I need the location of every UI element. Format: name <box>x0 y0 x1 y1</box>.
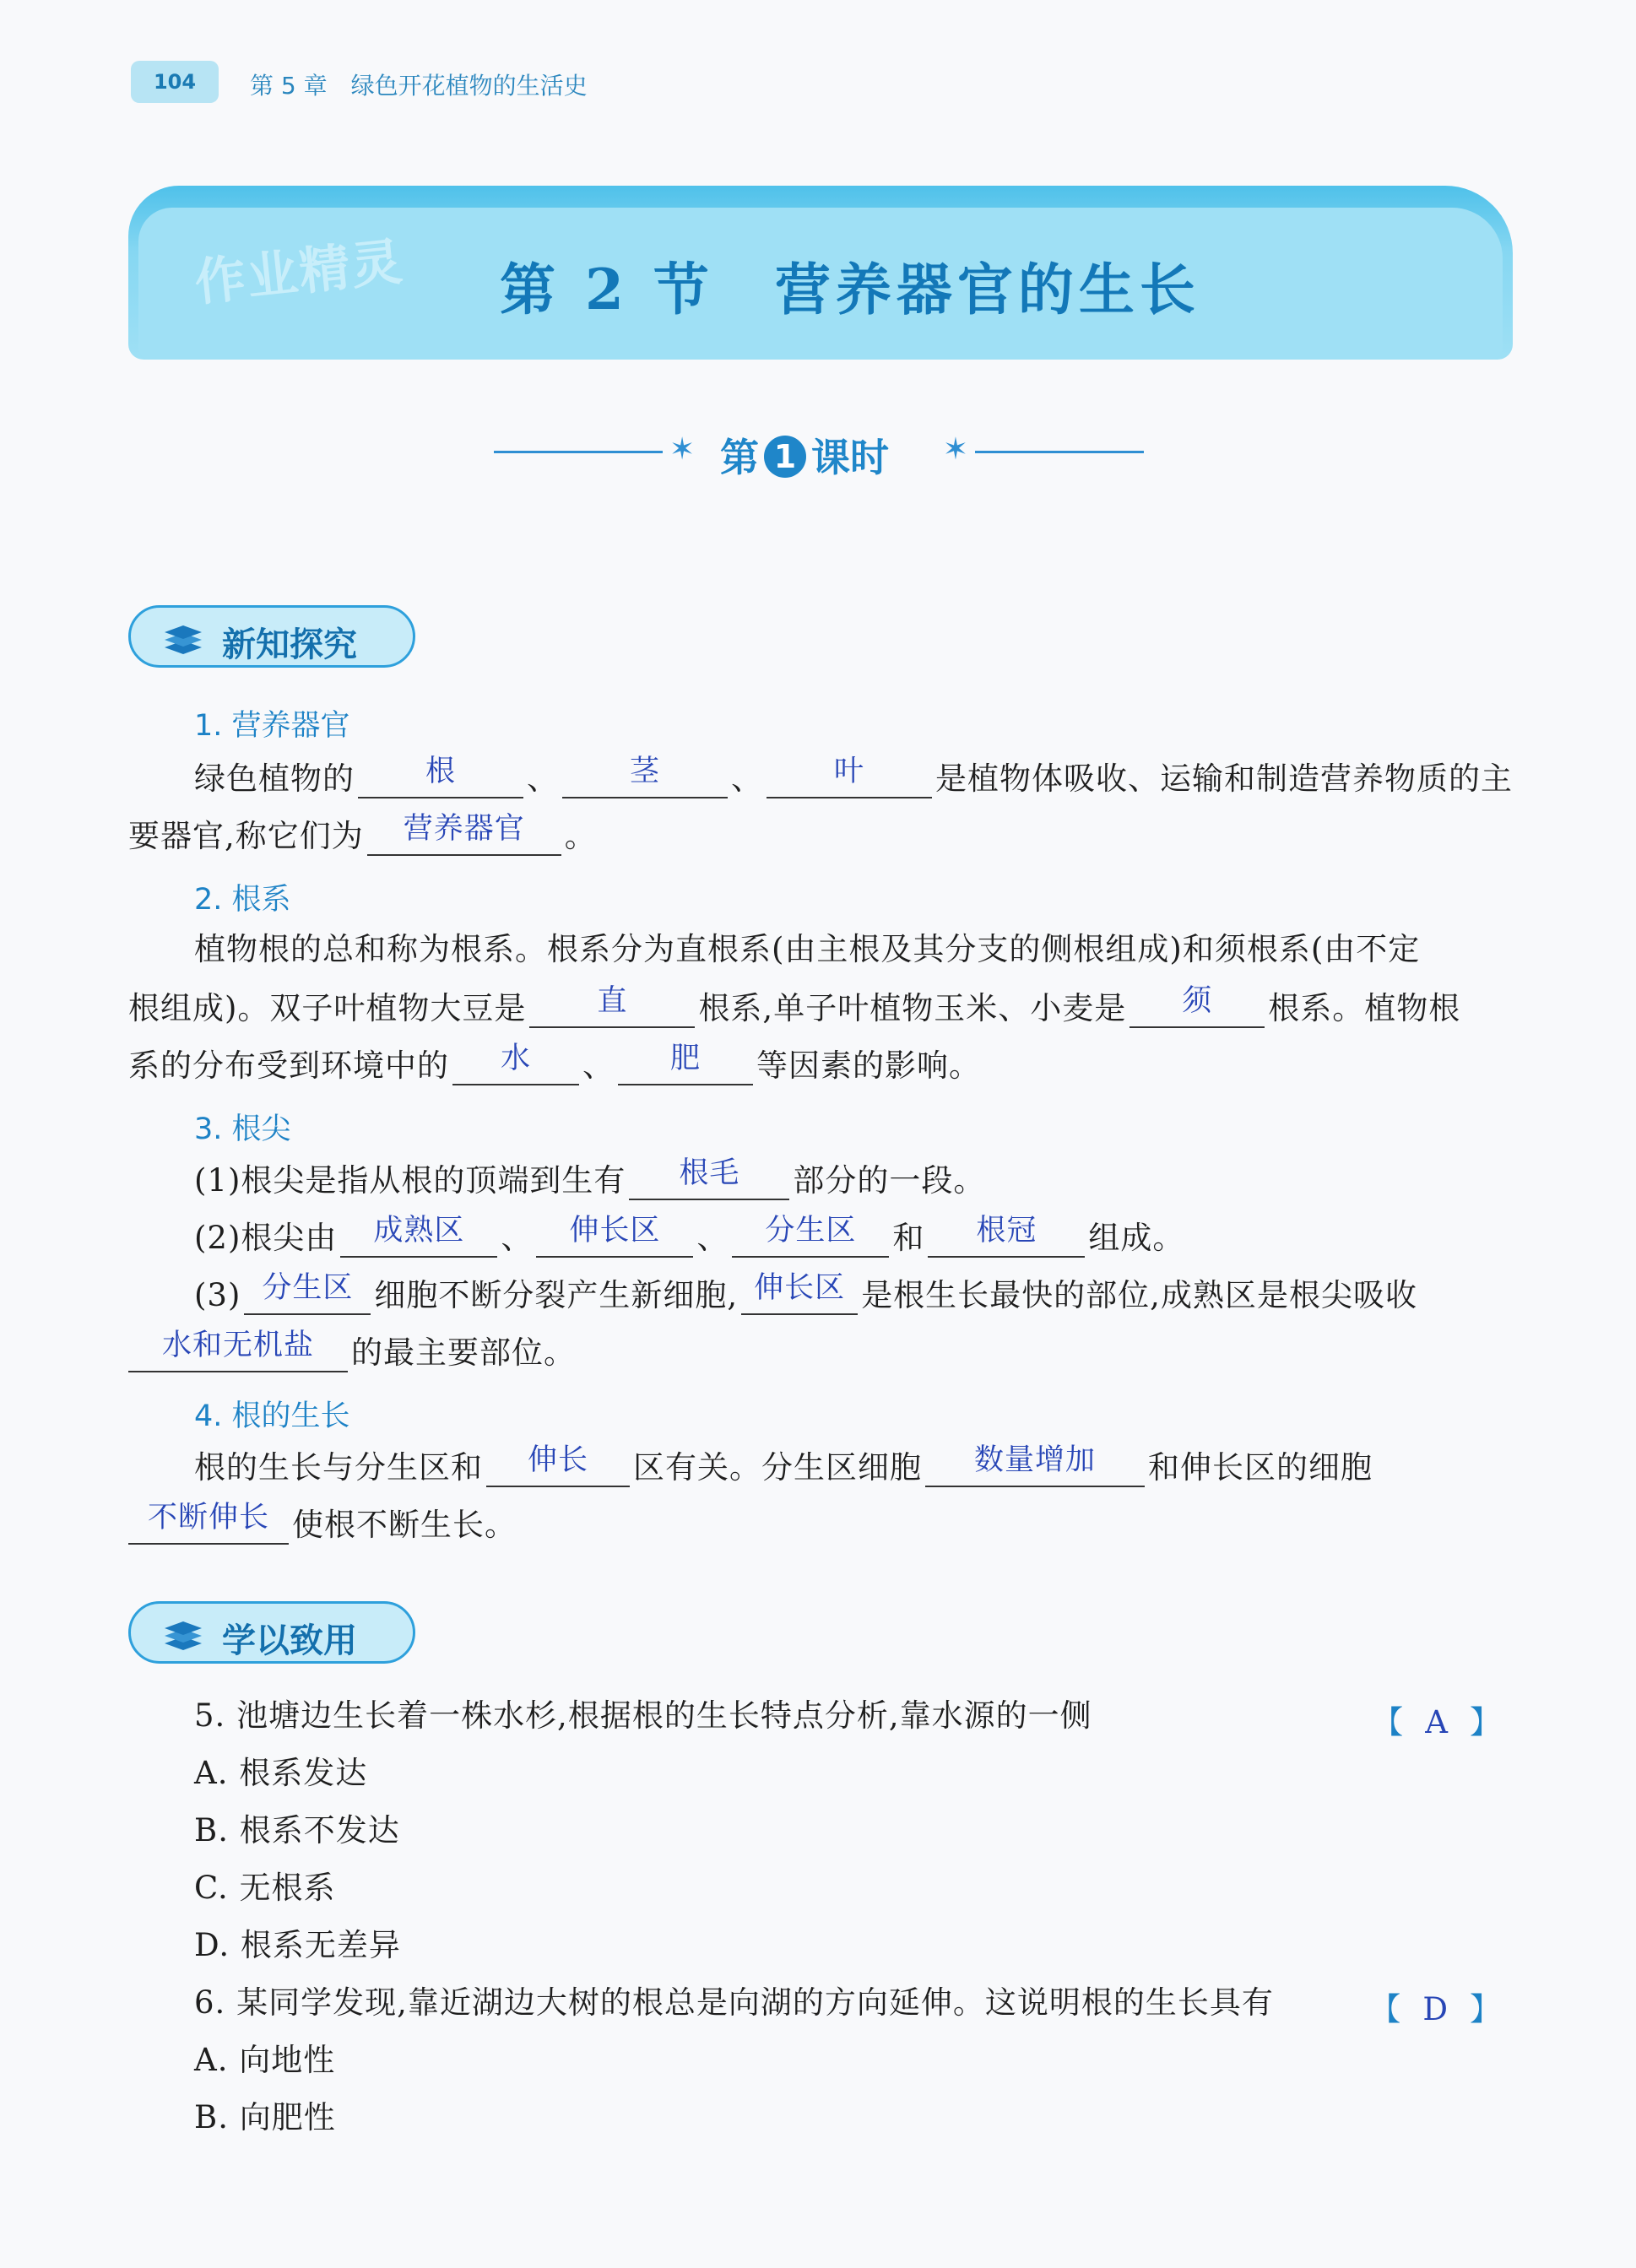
bracket-right: 】 <box>1470 1991 1501 2027</box>
blank-water <box>452 1042 579 1085</box>
books-icon <box>161 622 205 656</box>
text: 等因素的影响。 <box>756 1047 981 1084</box>
chapter-header <box>250 68 588 101</box>
bracket-left: 【 <box>1372 1704 1404 1740</box>
text: 细胞不断分裂产生新细胞, <box>374 1277 739 1313</box>
heading-vegetative-organs: 1. 营养器官 <box>194 709 350 743</box>
blank-maturation-zone <box>340 1214 497 1258</box>
q5-answer-bracket <box>1372 1697 1501 1742</box>
answer: 水 <box>500 1042 531 1075</box>
text: 组成。 <box>1088 1220 1185 1256</box>
q6-stem: 6. 某同学发现,靠近湖边大树的根总是向湖的方向延伸。这说明根的生长具有 <box>194 1984 1274 2021</box>
blank-count-increase <box>925 1443 1145 1487</box>
s2-line-3 <box>128 1042 981 1085</box>
section-title: 第 2 节 营养器官的生长 <box>500 257 1200 322</box>
blank-elongation <box>741 1271 858 1315</box>
s3-line-4 <box>128 1329 576 1372</box>
text: (3) <box>194 1277 241 1313</box>
text: 区有关。分生区细胞 <box>633 1449 922 1486</box>
answer: 伸长区 <box>754 1271 846 1305</box>
chapter-title: 绿色开花植物的生活史 <box>350 72 588 100</box>
s2-line-1: 植物根的总和称为根系。根系分为直根系(由主根及其分支的侧根组成)和须根系(由不定 <box>194 931 1421 967</box>
blank-leaf <box>767 755 932 798</box>
text: 和伸长区的细胞 <box>1148 1449 1373 1486</box>
answer: 伸长 <box>527 1443 588 1477</box>
tag-apply-label: 学以致用 <box>222 1621 357 1660</box>
page-number: 104 <box>131 61 219 103</box>
answer: 肥 <box>669 1042 701 1075</box>
answer: 直 <box>597 984 628 1018</box>
separator: 、 <box>731 761 763 797</box>
chapter-number: 第 5 章 <box>250 72 328 100</box>
answer: 根 <box>425 755 456 788</box>
star-icon: ✶ <box>942 432 968 467</box>
divider-left <box>494 451 663 453</box>
lesson-title-line <box>494 422 1144 481</box>
answer: 分生区 <box>262 1271 354 1305</box>
text: 和 <box>892 1220 925 1256</box>
books-icon <box>161 1618 205 1652</box>
q5-option-d[interactable]: D. 根系无差异 <box>194 1927 401 1963</box>
answer: 茎 <box>629 755 660 788</box>
text: 。 <box>564 818 597 854</box>
q5-option-b[interactable]: B. 根系不发达 <box>194 1812 400 1849</box>
blank-elongation-zone-growth <box>486 1443 630 1487</box>
answer: 成熟区 <box>373 1214 465 1248</box>
text: 是根生长最快的部位,成熟区是根尖吸收 <box>861 1277 1417 1313</box>
heading-root-tip: 3. 根尖 <box>194 1112 291 1146</box>
text: (2)根尖由 <box>194 1220 338 1256</box>
q6-option-b[interactable]: B. 向肥性 <box>194 2099 336 2135</box>
tag-apply <box>128 1601 415 1664</box>
text: 绿色植物的 <box>194 761 355 797</box>
blank-keep-elongating <box>128 1501 289 1545</box>
answer: 伸长区 <box>569 1214 661 1248</box>
answer: 叶 <box>833 755 864 788</box>
heading-root-system: 2. 根系 <box>194 883 291 917</box>
answer: 水和无机盐 <box>161 1329 314 1362</box>
answer: 分生区 <box>765 1214 857 1248</box>
separator: 、 <box>527 761 559 797</box>
tag-explore <box>128 605 415 668</box>
text: 根系。植物根 <box>1268 990 1461 1026</box>
lesson-number-badge: 1 <box>764 436 806 478</box>
text: 使根不断生长。 <box>292 1507 517 1543</box>
s4-line-2 <box>128 1501 517 1545</box>
tag-explore-label: 新知探究 <box>222 625 357 664</box>
brand-logo: 作业精灵 <box>192 232 407 313</box>
blank-water-minerals <box>128 1329 348 1372</box>
q6-option-a[interactable]: A. 向地性 <box>194 2042 336 2078</box>
q5-answer: A <box>1425 1704 1448 1740</box>
s2-line-2 <box>128 984 1461 1028</box>
s4-line-1 <box>194 1443 1373 1487</box>
blank-root-hair <box>629 1156 789 1200</box>
separator: 、 <box>696 1220 729 1256</box>
bracket-right: 】 <box>1470 1704 1501 1740</box>
lesson-prefix: 第 <box>720 435 759 480</box>
text: 根组成)。双子叶植物大豆是 <box>128 990 527 1026</box>
s3-line-2 <box>194 1214 1185 1258</box>
blank-elongation-zone <box>536 1214 693 1258</box>
text: 的最主要部位。 <box>351 1334 576 1371</box>
blank-taproot <box>529 984 695 1028</box>
s3-line-3 <box>194 1271 1417 1315</box>
s3-line-1 <box>194 1156 986 1200</box>
blank-meristem <box>244 1271 371 1315</box>
blank-root <box>358 755 523 798</box>
bracket-left: 【 <box>1369 1991 1401 2027</box>
s1-line-2 <box>128 812 597 856</box>
text: 根系,单子叶植物玉米、小麦是 <box>698 990 1127 1026</box>
blank-stem <box>562 755 728 798</box>
q5-option-a[interactable]: A. 根系发达 <box>194 1755 368 1791</box>
answer: 须 <box>1182 984 1213 1018</box>
q5-option-c[interactable]: C. 无根系 <box>194 1870 336 1906</box>
star-icon: ✶ <box>669 432 696 467</box>
text: 系的分布受到环境中的 <box>128 1047 449 1084</box>
text: (1)根尖是指从根的顶端到生有 <box>194 1162 626 1199</box>
separator: 、 <box>582 1047 615 1084</box>
answer: 营养器官 <box>403 812 525 846</box>
q5-stem: 5. 池塘边生长着一株水杉,根据根的生长特点分析,靠水源的一侧 <box>194 1697 1092 1734</box>
text: 要器官,称它们为 <box>128 818 364 854</box>
q6-answer: D <box>1422 1991 1448 2027</box>
text: 是植物体吸收、运输和制造营养物质的主 <box>935 761 1513 797</box>
blank-fibrous <box>1129 984 1265 1028</box>
separator: 、 <box>501 1220 534 1256</box>
answer: 数量增加 <box>973 1443 1096 1477</box>
q6-answer-bracket <box>1369 1984 1501 2029</box>
answer: 根毛 <box>679 1156 740 1190</box>
divider-right <box>975 451 1144 453</box>
blank-fertilizer <box>618 1042 753 1085</box>
lesson-suffix: 课时 <box>811 435 889 480</box>
text: 部分的一段。 <box>793 1162 986 1199</box>
section-banner <box>128 186 1513 360</box>
heading-root-growth: 4. 根的生长 <box>194 1399 350 1433</box>
answer: 不断伸长 <box>147 1501 269 1535</box>
blank-root-cap <box>928 1214 1085 1258</box>
s1-line-1 <box>194 755 1513 798</box>
blank-meristem-zone <box>732 1214 889 1258</box>
text: 根的生长与分生区和 <box>194 1449 483 1486</box>
answer: 根冠 <box>976 1214 1037 1248</box>
blank-vegetative-organ <box>367 812 561 856</box>
lesson-title <box>720 427 889 483</box>
